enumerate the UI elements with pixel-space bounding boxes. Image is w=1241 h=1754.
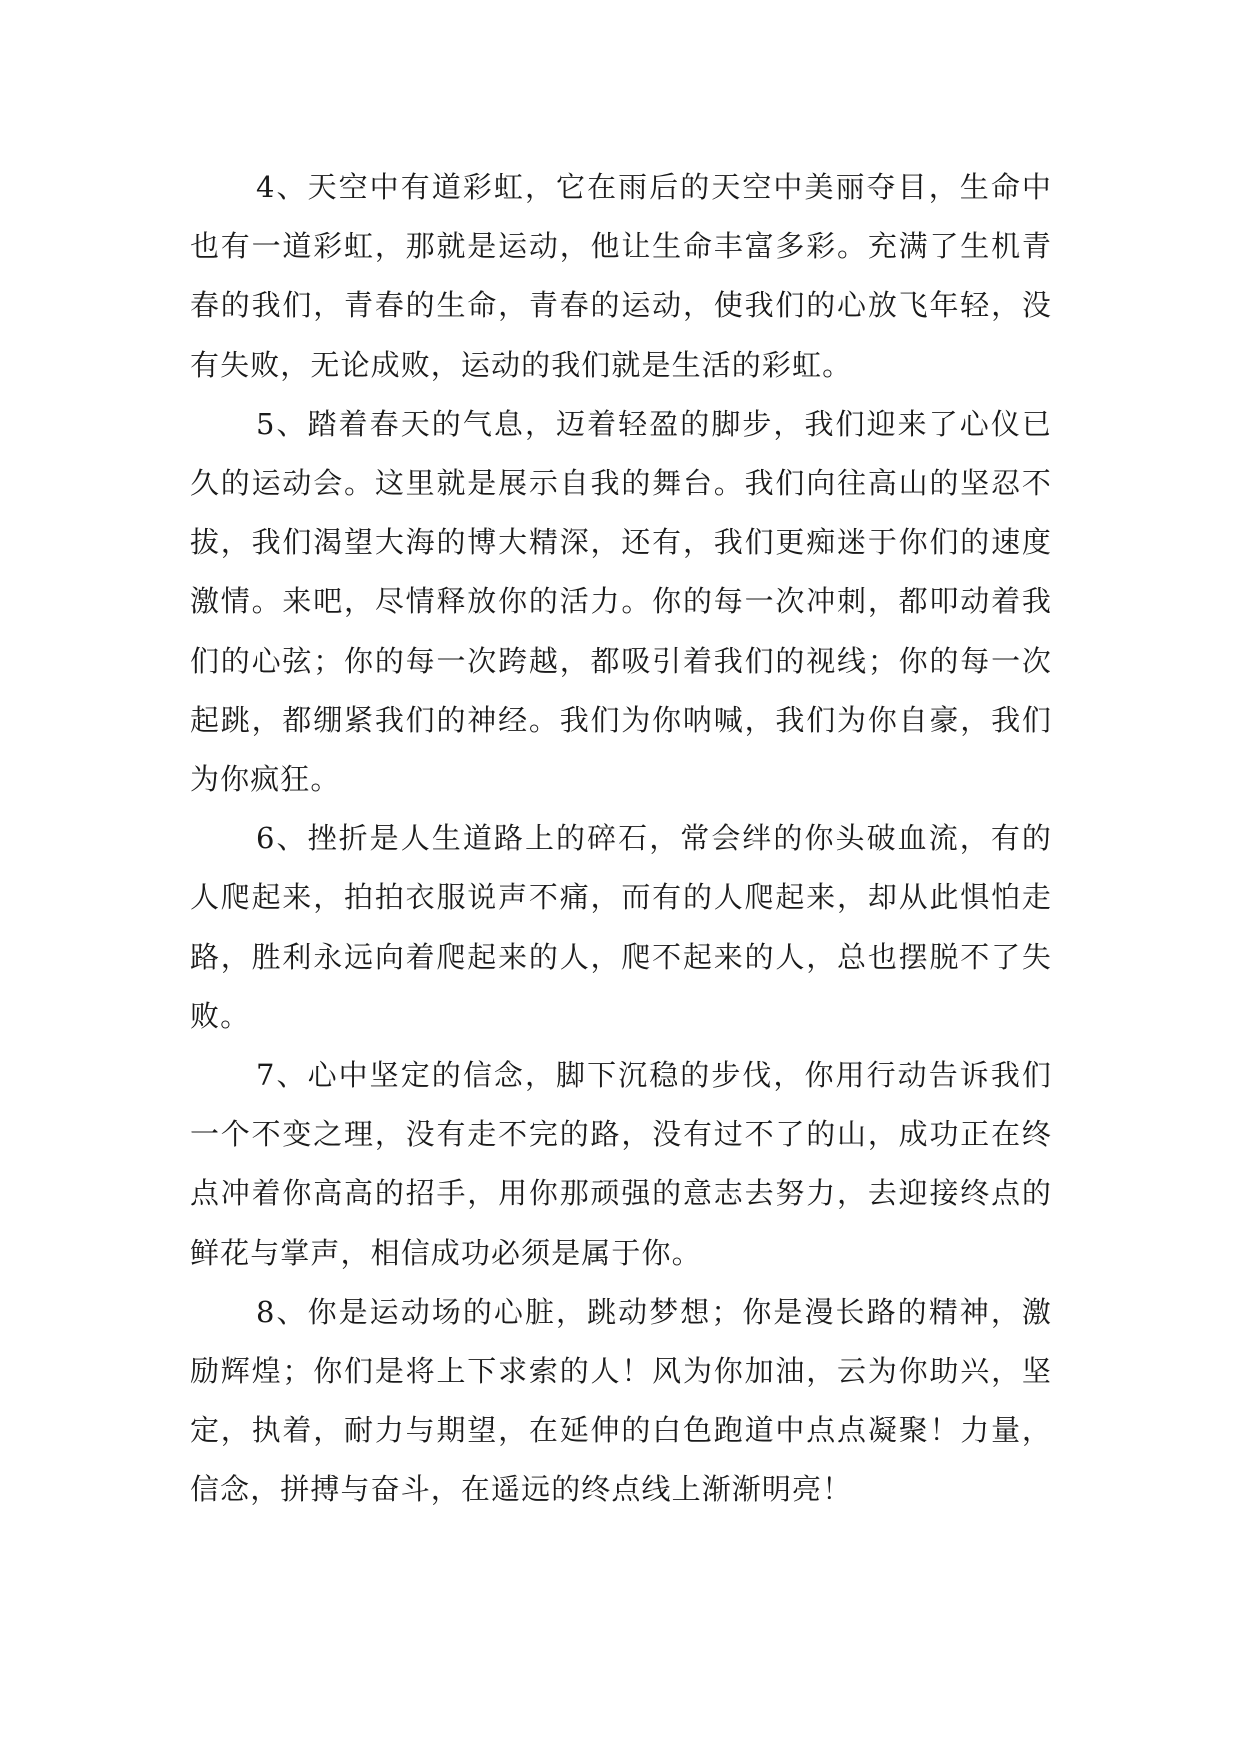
document-body xyxy=(190,158,1052,1520)
paragraph-5: 5、踏着春天的气息，迈着轻盈的脚步，我们迎来了心仪已久的运动会。这里就是展示自我的舞台。我们向往高山的坚忍不拔，我们渴望大海的博大精深，还有，我们更痴迷于你们的速度激情。来吧，尽情释放你的活力。你的每一次冲刺，都叩动着我们的心弦；你的每一次跨越，都吸引着我们的视线；你的每一次起跳，都绷紧我们的神经。我们为你呐喊，我们为你自豪，我们为你疯狂。 xyxy=(190,406,1052,797)
paragraph-7: 7、心中坚定的信念，脚下沉稳的步伐，你用行动告诉我们一个不变之理，没有走不完的路，没有过不了的山，成功正在终点冲着你高高的招手，用你那顽强的意志去努力，去迎接终点的鲜花与掌声，相信成功必须是属于你。 xyxy=(190,1058,1052,1270)
paragraph-8: 8、你是运动场的心脏，跳动梦想；你是漫长路的精神，激励辉煌；你们是将上下求索的人！风为你加油，云为你助兴，坚定，执着，耐力与期望，在延伸的白色跑道中点点凝聚！力量，信念，拼搏与奋斗，在遥远的终点线上渐渐明亮！ xyxy=(190,1294,1052,1507)
paragraph-4: 4、天空中有道彩虹，它在雨后的天空中美丽夺目，生命中也有一道彩虹，那就是运动，他让生命丰富多彩。充满了生机青春的我们，青春的生命，青春的运动，使我们的心放飞年轻，没有失败，无论成败，运动的我们就是生活的彩虹。 xyxy=(190,170,1052,382)
paragraph-6: 6、挫折是人生道路上的碎石，常会绊的你头破血流，有的人爬起来，拍拍衣服说声不痛，而有的人爬起来，却从此惧怕走路，胜利永远向着爬起来的人，爬不起来的人，总也摆脱不了失败。 xyxy=(190,821,1052,1033)
